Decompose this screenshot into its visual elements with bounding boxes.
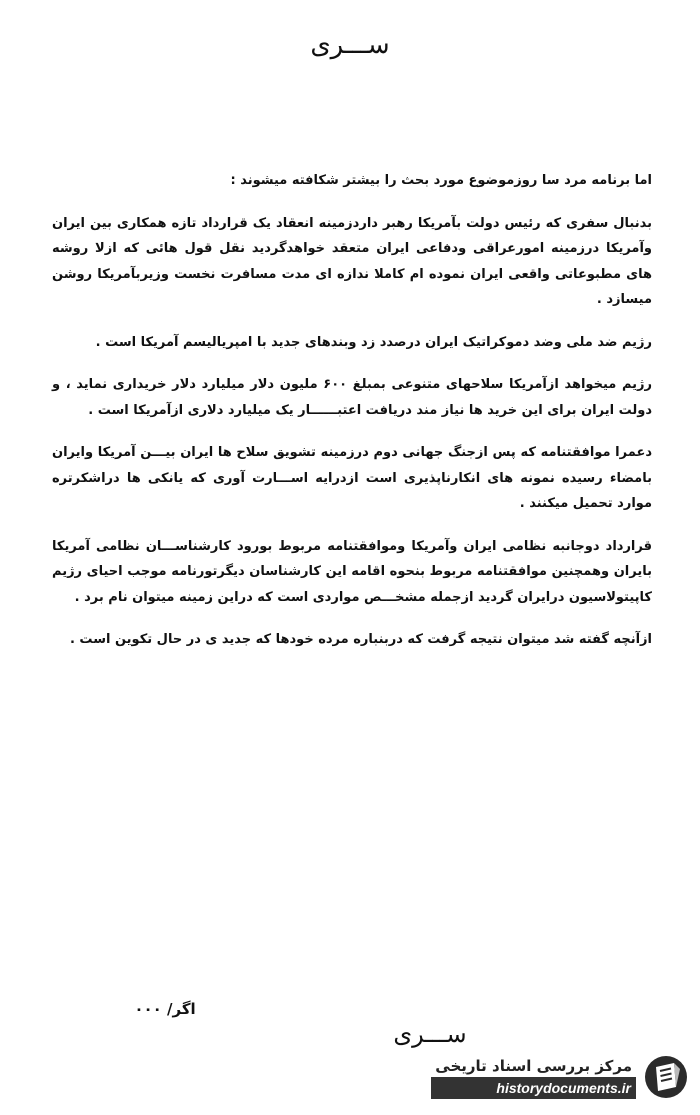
watermark: [408, 1047, 688, 1107]
reference-number: اگر/ ۰۰۰: [134, 1000, 196, 1018]
footer-classification-stamp: ســـری: [393, 1020, 467, 1048]
paragraph-2: بدنبال سفری که رئیس دولت بآمریکا رهبر داردزمینه انعقاد یک قرارداد تازه همکاری بین ایران وآمریکا درزمینه امورعراقی ودفاعی ایران متعقد خواهدگردید نقل قول هائی که ازلا روشه های مطبوعاتی واقعی ایران نموده ام کاملا ندازه ای مدت مسافرت نخست وزیربآمریکا روشن میسازد .: [52, 215, 652, 307]
paragraph-5: دعمرا موافقتنامه که پس ازجنگ جهانی دوم درزمینه تشویق سلاح ها ایران بیـــن آمریکا وایران بامضاء رسیده نمونه های انکارناپذیری است ازدرایه اســـارت آوری که یانکی ها دراشکرتره موارد تحمیل میکنند .: [52, 445, 652, 511]
paragraph-3: رژیم ضد ملی وضد دموکراتیک ایران درصدد زد وبندهای جدید با امپریالیسم آمریکا است .: [95, 334, 652, 350]
archive-logo-icon: [644, 1053, 688, 1101]
paragraph-7: ازآنچه گفته شد میتوان نتیجه گرفت که دربنباره مرده خودها که جدید ی در حال تکوین است .: [69, 632, 652, 647]
paragraph-6: قرارداد دوجانبه نظامی ایران وآمریکا وموافقتنامه مربوط بورود کارشناســـان نظامی آمریکا بایران وهمچنین موافقتنامه مربوط بنحوه اقامه این کارشناسان دیگرتورنامه موجب احیای رژیم کاپیتولاسیون درایران گردید ازجمله مشخـــص مواردی است که دراین زمینه میتوان نام برد .: [52, 538, 652, 605]
paragraph-4: رژیم میخواهد ازآمریکا سلاحهای متنوعی بمبلغ ۶۰۰ ملیون دلار میلیارد دلار خریداری نماید ، و دولت ایران برای این خرید ها نیاز مند دریافت اعتبــــــار یک میلیارد دلاری ازآمریکا است .: [52, 377, 652, 418]
watermark-url: historydocuments.ir: [431, 1077, 636, 1099]
watermark-org-name: مرکز بررسی اسناد تاریخی: [431, 1055, 636, 1077]
document-body: [52, 168, 652, 670]
header-classification-stamp: ســـری: [310, 30, 390, 60]
watermark-text: [431, 1055, 636, 1099]
paragraph-1: اما برنامه مرد سا روزموضوع مورد بحث را بیشتر شکافته میشوند :: [230, 173, 652, 188]
